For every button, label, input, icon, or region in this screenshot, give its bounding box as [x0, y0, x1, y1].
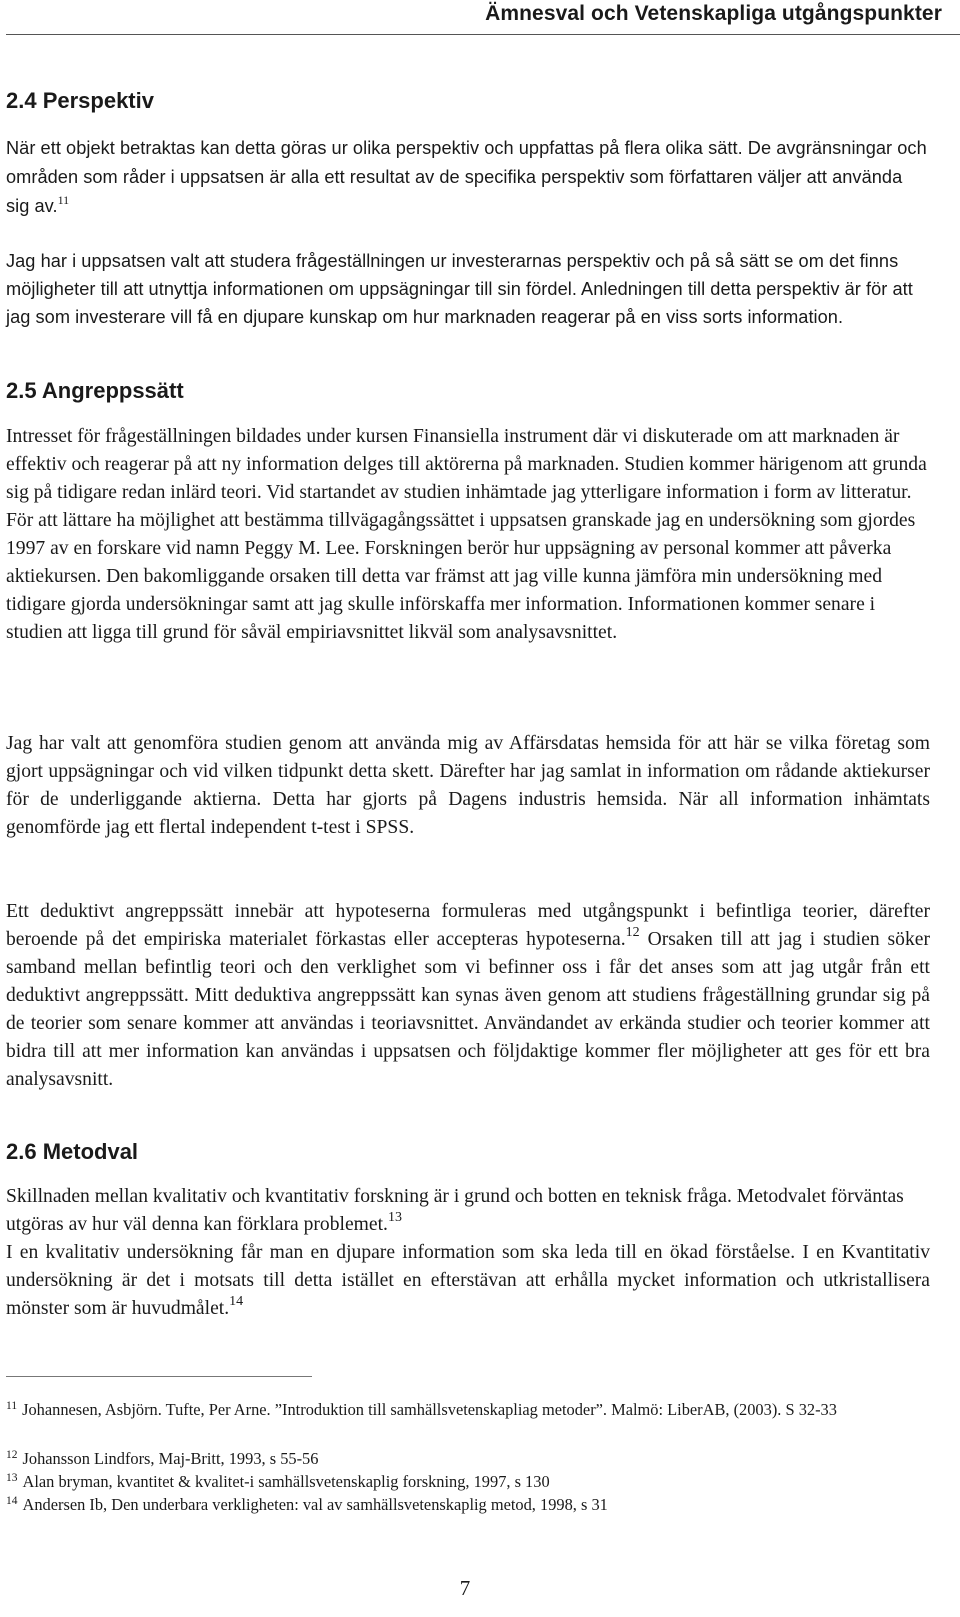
footnote-number: 13 [6, 1472, 18, 1484]
paragraph-angreppssatt-deductive [6, 898, 930, 1094]
paragraph-text: När ett objekt betraktas kan detta göras ur olika perspektiv och uppfattas på flera olika sätt. De avgränsningar och områden som råder i uppsatsen är alla ett resultat av de specifika perspektiv som författaren väljer att använda sig av. [6, 138, 927, 216]
footnote-text: Johansson Lindfors, Maj-Britt, 1993, s 55-56 [22, 1449, 319, 1468]
footnote-14 [6, 1493, 906, 1516]
paragraph-text: Ett deduktivt angreppssätt innebär att hypoteserna formuleras med utgångspunkt i befintliga teorier, därefter beroende på det empiriska materialet förkastas eller accepteras hypoteserna. [6, 901, 930, 950]
footnote-ref-14: 14 [229, 1294, 244, 1309]
footnote-ref-12: 12 [625, 925, 640, 940]
page-number: 7 [459, 1576, 471, 1600]
section-heading-perspektiv: 2.4 Perspektiv [6, 88, 154, 113]
footnote-13 [6, 1470, 906, 1493]
paragraph-angreppssatt-background: Intresset för frågeställningen bildades under kursen Finansiella instrument där vi diskuterade om att marknaden är effektiv och reagerar på att ny information delges till aktörerna på marknaden. Studien kommer härigenom att grunda sig på tidigare redan inlärd teori. Vid startandet av studien inhämtade jag ytterligare information i form av litteratur. För att lättare ha möjlighet att bestämma tillvägagångssättet i uppsatsen granskade jag en undersökning som gjordes 1997 av en forskare vid namn Peggy M. Lee. Forskningen berör hur uppsägning av personal kommer att påverka aktiekursen. Den bakomliggande orsaken till detta var främst att jag ville kunna jämföra min undersökning med tidigare gjorda undersökningar samt att jag skulle införskaffa mer information. Informationen kommer senare i studien att ligga till grund för såväl empiriavsnittet likväl som analysavsnittet. [6, 426, 927, 643]
paragraph-text: I en kvalitativ undersökning får man en djupare information som ska leda till en ökad förståelse. I en Kvantitativ undersökning är det i motsats till detta istället en efterstävan att erhålla mycket information och utkristallisera mönster som är huvudmålet. [6, 1242, 930, 1319]
paragraph-perspektiv-investors: Jag har i uppsatsen valt att studera frågeställningen ur investerarnas perspektiv och på så sätt se om det finns möjligheter till att utnyttja informationen om uppsägningar till sin fördel. Anledningen till detta perspektiv är för att jag som investerare vill få en djupare kunskap om hur marknaden reagerar på en viss sorts information. [6, 251, 913, 327]
footnote-ref-13: 13 [387, 1210, 402, 1225]
footnote-separator [6, 1376, 312, 1377]
running-header: Ämnesval och Vetenskapliga utgångspunkter [485, 2, 942, 25]
footnote-11 [6, 1398, 906, 1421]
section-heading-metodval: 2.6 Metodval [6, 1139, 139, 1164]
paragraph-text-continued: Orsaken till att jag i studien söker samband mellan befintlig teori och den verklighet som vi befinner oss i får det anses som att jag utgår från ett deduktivt angreppssätt. Mitt deduktiva angreppssätt kan synas även genom att studiens frågeställning grundar sig på de teorier som senare kommer att användas i teoriavsnittet. Användandet av erkända studier och teorier kommer att bidra till att mer information kan användas i uppsatsen och följdaktige kommer fler möjligheter att ges för ett bra analysavsnitt. [6, 929, 930, 1090]
paragraph-metodval-comparison [6, 1239, 930, 1323]
footnote-number: 12 [6, 1449, 18, 1461]
paragraph-perspektiv-intro [6, 134, 930, 221]
footnote-number: 14 [6, 1495, 18, 1507]
footnote-ref-11: 11 [57, 193, 70, 207]
header-rule [6, 34, 960, 35]
paragraph-text: Skillnaden mellan kvalitativ och kvantitativ forskning är i grund och botten en teknisk fråga. Metodvalet förväntas utgöras av hur väl denna kan förklara problemet. [6, 1186, 904, 1235]
paragraph-metodval-intro [6, 1183, 930, 1239]
footnote-number: 11 [6, 1400, 18, 1412]
footnote-text: Andersen Ib, Den underbara verkligheten: val av samhällsvetenskaplig metod, 1998, s 31 [22, 1495, 608, 1514]
footnote-text: Alan bryman, kvantitet & kvalitet-i samhällsvetenskaplig forskning, 1997, s 130 [22, 1472, 550, 1491]
footnote-text: Johannesen, Asbjörn. Tufte, Per Arne. ”Introduktion till samhällsvetenskapliag metoder”. Malmö: LiberAB, (2003). S 32-33 [22, 1400, 837, 1419]
footnote-12 [6, 1447, 906, 1470]
paragraph-angreppssatt-method: Jag har valt att genomföra studien genom att använda mig av Affärsdatas hemsida för att här se vilka företag som gjort uppsägningar och vid vilken tidpunkt detta skett. Därefter har jag samlat in information om rådande aktiekurser för de underliggande aktierna. Detta har gjorts på Dagens industris hemsida. När all information inhämtats genomförde jag ett flertal independent t-test i SPSS. [6, 733, 930, 838]
section-heading-angreppssatt: 2.5 Angreppssätt [6, 378, 184, 403]
